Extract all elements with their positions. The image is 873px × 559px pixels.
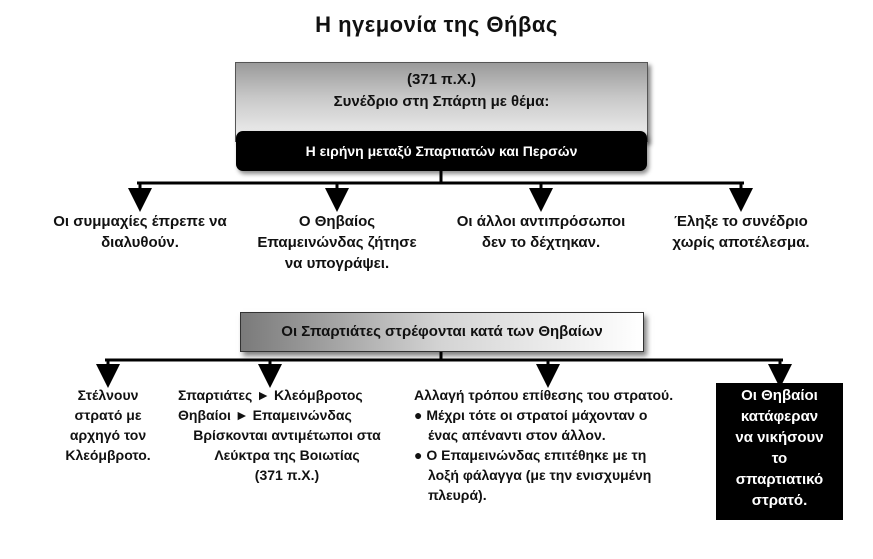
consequence-2-line: (371 π.Χ.) (254, 467, 320, 483)
arrow-right-icon: ► (256, 387, 271, 403)
arrow-right-icon: ► (234, 407, 249, 423)
cleombrotus-label: Κλεόμβροτος (273, 387, 363, 403)
bullet-icon: ● (414, 447, 423, 463)
tactic-point-line: πλευρά). (428, 487, 487, 503)
bullet-icon: ● (414, 407, 423, 423)
congress-heading: Συνέδριο στη Σπάρτη με θέμα: (333, 93, 550, 110)
tactic-point-line: Μέχρι τότε οι στρατοί μάχονταν ο (426, 407, 648, 423)
consequence-3 (414, 385, 710, 505)
consequence-2-line: Λεύκτρα της Βοιωτίας (214, 447, 360, 463)
tactic-heading: Αλλαγή τρόπου επίθεσης του στρατού. (414, 387, 674, 403)
page-title: Η ηγεμονία της Θήβας (315, 12, 558, 37)
row-spartans (178, 385, 404, 405)
victory-line: κατάφεραν (740, 408, 819, 425)
outcome-1-line: Οι συμμαχίες έπρεπε να (53, 213, 227, 230)
spartans-label: Σπαρτιάτες (178, 387, 253, 403)
tactic-point-line: ένας απέναντι στον άλλον. (428, 427, 606, 443)
consequence-2 (178, 385, 404, 485)
outcome-3 (438, 211, 644, 253)
consequence-1-line: Στέλνουν (77, 387, 139, 403)
outcome-3-line: δεν το δέχτηκαν. (481, 234, 601, 251)
victory-line: σπαρτιατικό (735, 471, 824, 488)
congress-box (235, 62, 648, 142)
victory-line: στρατό. (751, 492, 808, 509)
victory-line: Οι Θηβαίοι (741, 387, 818, 404)
outcome-2-line: Επαμεινώνδας ζήτησε (257, 234, 417, 251)
tactic-point-1 (414, 405, 710, 425)
congress-topic: Η ειρήνη μεταξύ Σπαρτιατών και Περσών (236, 131, 647, 171)
tactic-point-2 (414, 445, 710, 465)
outcome-4-line: Έληξε το συνέδριο (674, 213, 808, 230)
outcome-4 (656, 211, 826, 253)
outcome-2-line: να υπογράψει. (284, 255, 390, 272)
epaminondas-label: Επαμεινώνδας (252, 407, 352, 423)
outcome-4-line: χωρίς αποτέλεσμα. (672, 234, 810, 251)
tactic-point-line: Ο Επαμεινώνδας επιτέθηκε με τη (426, 447, 647, 463)
tactic-point-line: λοξή φάλαγγα (με την ενισχυμένη (428, 467, 652, 483)
consequence-1-line: στρατό με (74, 407, 142, 423)
spartans-turn-box: Οι Σπαρτιάτες στρέφονται κατά των Θηβαίων (240, 312, 644, 352)
consequence-1-line: Κλεόμβροτο. (65, 447, 151, 463)
congress-date: (371 π.Χ.) (406, 71, 476, 88)
thebans-label: Θηβαίοι (178, 407, 231, 423)
outcome-1 (40, 211, 240, 253)
outcome-3-line: Οι άλλοι αντιπρόσωποι (456, 213, 626, 230)
outcome-2 (247, 211, 427, 274)
theban-victory-box (716, 383, 843, 520)
outcome-2-line: Ο Θηβαίος (298, 213, 376, 230)
outcome-1-line: διαλυθούν. (101, 234, 179, 251)
consequence-1 (47, 385, 169, 465)
victory-line: το (771, 450, 788, 467)
row-thebans (178, 405, 404, 425)
victory-line: να νικήσουν (735, 429, 824, 446)
consequence-2-line: Βρίσκονται αντιμέτωποι στα (193, 427, 381, 443)
consequence-1-line: αρχηγό τον (69, 427, 147, 443)
